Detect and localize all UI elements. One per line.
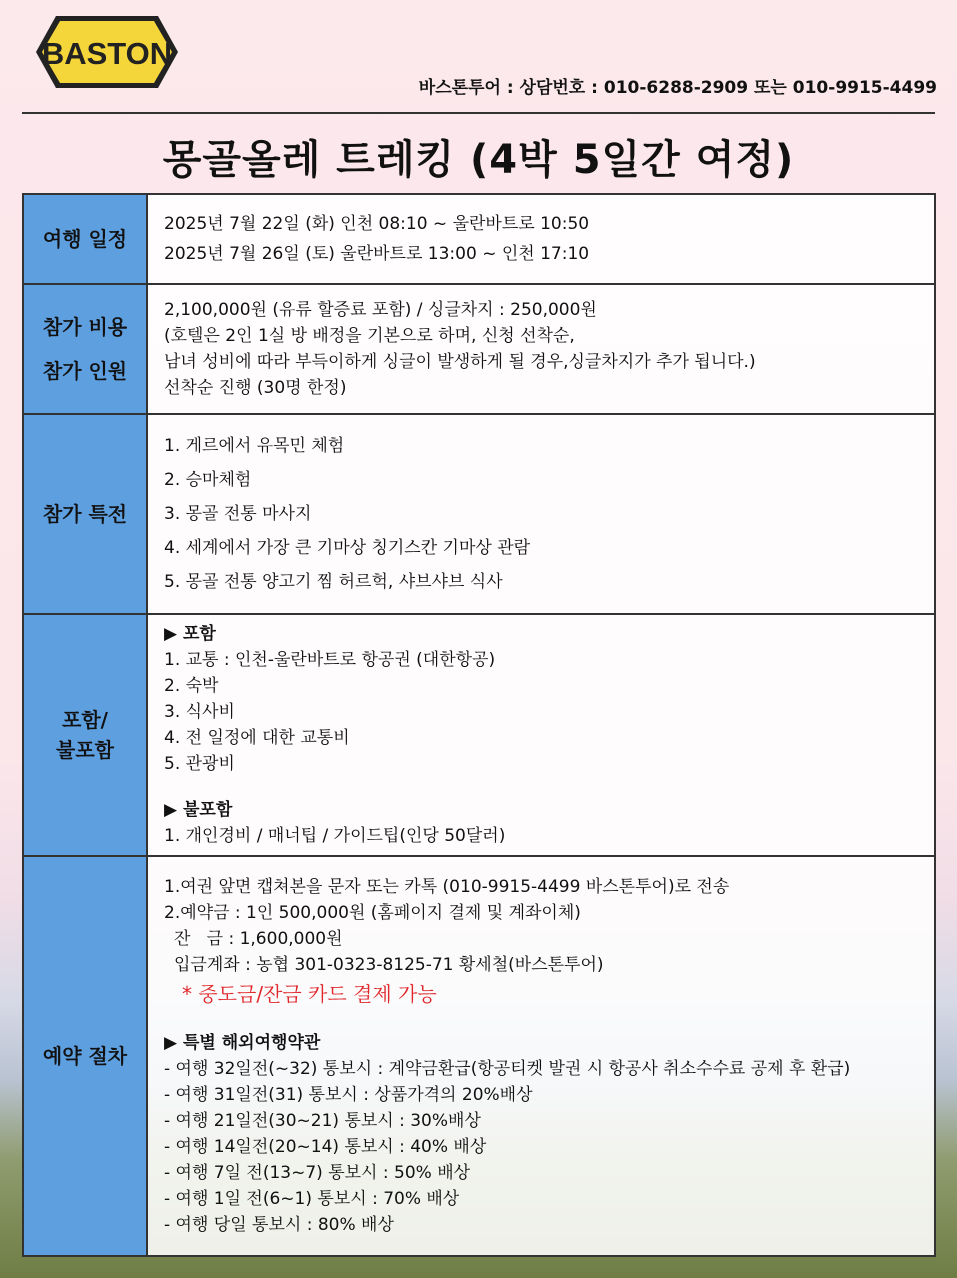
inclusion-content — [147, 614, 935, 856]
benefit-item: 1. 게르에서 유목민 체험 — [164, 436, 345, 456]
benefit-item: 5. 몽골 전통 양고기 찜 허르헉, 샤브샤브 식사 — [164, 572, 503, 592]
terms-item: - 여행 당일 통보시 : 80% 배상 — [164, 1215, 394, 1235]
schedule-content — [147, 194, 935, 284]
terms-item: - 여행 7일 전(13~7) 통보시 : 50% 배상 — [164, 1163, 471, 1183]
cost-label-1: 참가 비용 — [42, 315, 128, 339]
cost-line: 남녀 성비에 따라 부득이하게 싱글이 발생하게 될 경우,싱글차지가 추가 됩니다.) — [164, 352, 756, 372]
cost-label-2: 참가 인원 — [42, 359, 128, 383]
reservation-step: 1.여권 앞면 캡쳐본을 문자 또는 카톡 (010-9915-4499 바스톤투어)로 전송 — [164, 877, 730, 897]
excluded-title: ▶ 불포함 — [164, 800, 233, 820]
terms-item: - 여행 32일전(~32) 통보시 : 계약금환급(항공티켓 발권 시 항공사 취소수수료 공제 후 환급) — [164, 1059, 851, 1079]
included-item: 1. 교통 : 인천-울란바트로 항공권 (대한항공) — [164, 650, 496, 670]
spacer — [164, 1010, 918, 1030]
benefit-item: 2. 승마체험 — [164, 470, 252, 490]
balance-line: 잔 금 : 1,600,000원 — [174, 929, 343, 949]
logo-text: BASTON — [41, 36, 173, 71]
benefit-item: 4. 세계에서 가장 큰 기마상 칭기스칸 기마상 관람 — [164, 538, 531, 558]
card-payment-note: * 중도금/잔금 카드 결제 가능 — [182, 982, 437, 1006]
schedule-line: 2025년 7월 22일 (화) 인천 08:10 ~ 울란바트로 10:50 — [164, 214, 590, 234]
included-item: 2. 숙박 — [164, 676, 219, 696]
terms-item: - 여행 31일전(31) 통보시 : 상품가격의 20%배상 — [164, 1085, 533, 1105]
benefit-item: 3. 몽골 전통 마사지 — [164, 504, 312, 524]
cost-row — [23, 284, 935, 414]
baston-logo — [32, 8, 182, 96]
cost-label — [23, 284, 147, 414]
tour-info-table — [22, 193, 936, 1257]
cost-line: (호텔은 2인 1실 방 배정을 기본으로 하며, 신청 선착순, — [164, 326, 575, 346]
page-title: 몽골올레 트레킹 (4박 5일간 여정) — [162, 137, 795, 183]
terms-item: - 여행 1일 전(6~1) 통보시 : 70% 배상 — [164, 1189, 460, 1209]
included-item: 5. 관광비 — [164, 754, 235, 774]
inclusion-label-2: 불포함 — [56, 738, 114, 762]
included-title: ▶ 포함 — [164, 624, 216, 644]
benefits-label: 참가 특전 — [23, 414, 147, 614]
terms-item: - 여행 21일전(30~21) 통보시 : 30%배상 — [164, 1111, 481, 1131]
inclusion-label — [23, 614, 147, 856]
cost-line: 선착순 진행 (30명 한정) — [164, 378, 347, 398]
spacer — [164, 777, 918, 797]
terms-title: ▶ 특별 해외여행약관 — [164, 1033, 321, 1053]
schedule-row — [23, 194, 935, 284]
included-item: 4. 전 일정에 대한 교통비 — [164, 728, 350, 748]
schedule-label: 여행 일정 — [23, 194, 147, 284]
reservation-label: 예약 절차 — [23, 856, 147, 1256]
included-item: 3. 식사비 — [164, 702, 235, 722]
cost-line: 2,100,000원 (유류 할증료 포함) / 싱글차지 : 250,000원 — [164, 300, 597, 320]
benefits-row — [23, 414, 935, 614]
inclusion-label-1: 포함/ — [62, 708, 108, 732]
reservation-content — [147, 856, 935, 1256]
account-line: 입금계좌 : 농협 301-0323-8125-71 황세철(바스톤투어) — [174, 955, 604, 975]
contact-info: 바스톤투어 : 상담번호 : 010-6288-2909 또는 010-9915-4499 — [418, 78, 937, 98]
reservation-row — [23, 856, 935, 1256]
excluded-item: 1. 개인경비 / 매너팁 / 가이드팁(인당 50달러) — [164, 826, 506, 846]
cost-content — [147, 284, 935, 414]
reservation-step: 2.예약금 : 1인 500,000원 (홈페이지 결제 및 계좌이체) — [164, 903, 581, 923]
schedule-line: 2025년 7월 26일 (토) 울란바트로 13:00 ~ 인천 17:10 — [164, 244, 590, 264]
terms-item: - 여행 14일전(20~14) 통보시 : 40% 배상 — [164, 1137, 487, 1157]
benefits-content — [147, 414, 935, 614]
header-divider — [22, 112, 935, 114]
inclusion-row — [23, 614, 935, 856]
